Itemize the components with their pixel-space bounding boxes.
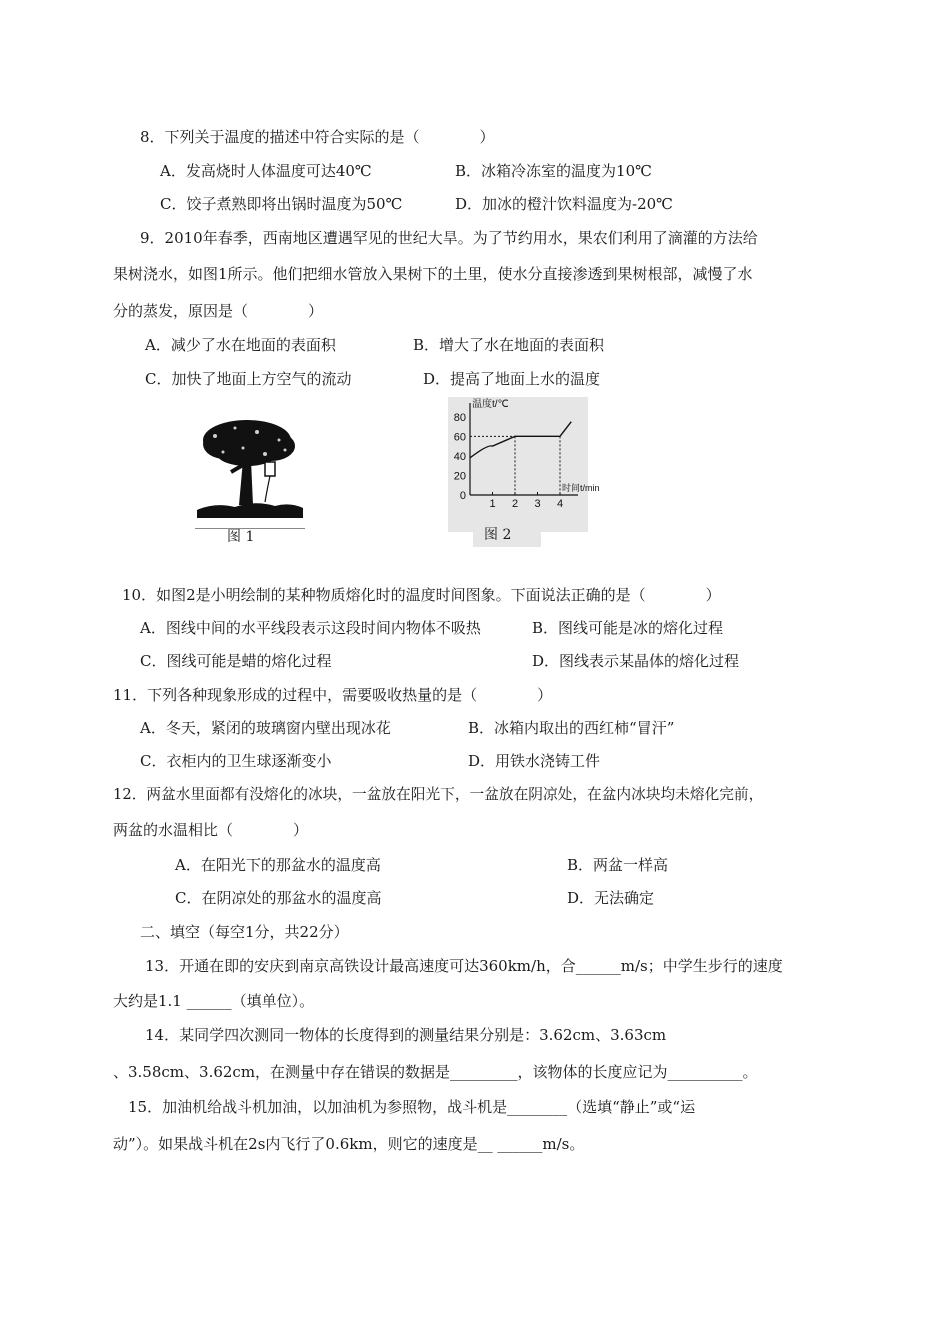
x-tick-label: 2 xyxy=(511,498,519,510)
figure-2-caption: 图 2 xyxy=(484,527,512,543)
q12-stem-line1: 12．两盆水里面都有没熔化的冰块，一盆放在阳光下，一盆放在阴凉处，在盆内冰块均未熔化完前， xyxy=(113,786,764,803)
q11-option-c: C．衣柜内的卫生球逐渐变小 xyxy=(140,752,332,770)
q14-line1: 14．某同学四次测同一物体的长度得到的测量结果分别是：3.62cm、3.63cm xyxy=(145,1026,667,1044)
q9-option-b: B．增大了水在地面的表面积 xyxy=(413,336,605,354)
q8-option-d: D．加冰的橙汁饮料温度为-20℃ xyxy=(455,195,673,213)
q9-stem-line2: 果树浇水，如图1所示。他们把细水管放入果树下的土里，使水分直接渗透到果树根部，减慢了水 xyxy=(113,265,753,283)
figure-2 xyxy=(448,397,600,547)
q9-stem-line3: 分的蒸发，原因是（ ） xyxy=(113,302,324,320)
q10-stem: 10．如图2是小明绘制的某种物质熔化时的温度时间图象。下面说法正确的是（ ） xyxy=(122,586,721,604)
y-tick-label: 80 xyxy=(453,411,466,424)
y-tick-label: 60 xyxy=(453,431,466,444)
q10-option-d: D．图线表示某晶体的熔化过程 xyxy=(532,652,740,670)
q11-option-a: A．冬天，紧闭的玻璃窗内壁出现冰花 xyxy=(140,719,391,737)
q9-option-c: C．加快了地面上方空气的流动 xyxy=(145,370,352,388)
q12-stem-line2: 两盆的水温相比（ ） xyxy=(113,821,309,839)
y-axis-label: 温度t/℃ xyxy=(472,399,509,410)
melting-curve-chart xyxy=(448,397,600,547)
chart-background xyxy=(448,397,588,532)
figure-1-caption: 图 1 xyxy=(227,529,255,545)
q15-line2: 动”）。如果战斗机在2s内飞行了0.6km，则它的速度是__ ______m/s。 xyxy=(113,1135,585,1153)
x-axis-label: 时间t/min xyxy=(562,483,600,493)
section-2-title: 二、填空（每空1分，共22分） xyxy=(140,923,349,941)
y-tick-label: 40 xyxy=(453,450,466,463)
q8-option-a: A．发高烧时人体温度可达40℃ xyxy=(160,162,372,180)
q15-line1: 15．加油机给战斗机加油，以加油机为参照物，战斗机是________（选填“静止”或“运 xyxy=(128,1098,696,1116)
q10-option-a: A．图线中间的水平线段表示这段时间内物体不吸热 xyxy=(140,619,481,637)
q9-stem-line1: 9．2010年春季，西南地区遭遇罕见的世纪大旱。为了节约用水，果农们利用了滴灌的方法给 xyxy=(140,229,758,247)
q13-line1: 13．开通在即的安庆到南京高铁设计最高速度可达360km/h，合______m/s；中学生步行的速度 xyxy=(145,957,783,975)
q9-option-d: D．提高了地面上水的温度 xyxy=(423,370,601,388)
q10-option-b: B．图线可能是冰的熔化过程 xyxy=(532,619,724,637)
q14-line2: 、3.58cm、3.62cm，在测量中存在错误的数据是_________，该物体的长度应记为__________。 xyxy=(113,1063,758,1081)
q10-option-c: C．图线可能是蜡的熔化过程 xyxy=(140,652,332,670)
q8-option-b: B．冰箱冷冻室的温度为10℃ xyxy=(455,162,652,180)
q8-stem: 8．下列关于温度的描述中符合实际的是（ ） xyxy=(140,128,495,146)
q12-option-b: B．两盆一样高 xyxy=(567,856,669,874)
q13-line2: 大约是1.1 ______（填单位）。 xyxy=(113,992,315,1010)
q11-option-b: B．冰箱内取出的西红柿“冒汗” xyxy=(468,719,675,737)
q11-option-d: D．用铁水浇铸工件 xyxy=(468,752,601,770)
q11-stem: 11．下列各种现象形成的过程中，需要吸收热量的是（ ） xyxy=(113,686,553,704)
q12-option-c: C．在阴凉处的那盆水的温度高 xyxy=(175,889,382,907)
x-tick-label: 3 xyxy=(534,498,541,510)
q9-option-a: A．减少了水在地面的表面积 xyxy=(145,336,336,354)
y-tick-label: 20 xyxy=(453,470,466,483)
x-tick-label: 4 xyxy=(556,498,564,510)
y-tick-label: 0 xyxy=(459,490,466,502)
q12-option-d: D．无法确定 xyxy=(567,889,655,907)
q12-option-a: A．在阳光下的那盆水的温度高 xyxy=(175,856,381,874)
figure-1 xyxy=(195,410,305,555)
x-tick-label: 1 xyxy=(489,498,496,510)
q8-option-c: C．饺子煮熟即将出锅时温度为50℃ xyxy=(160,195,403,213)
